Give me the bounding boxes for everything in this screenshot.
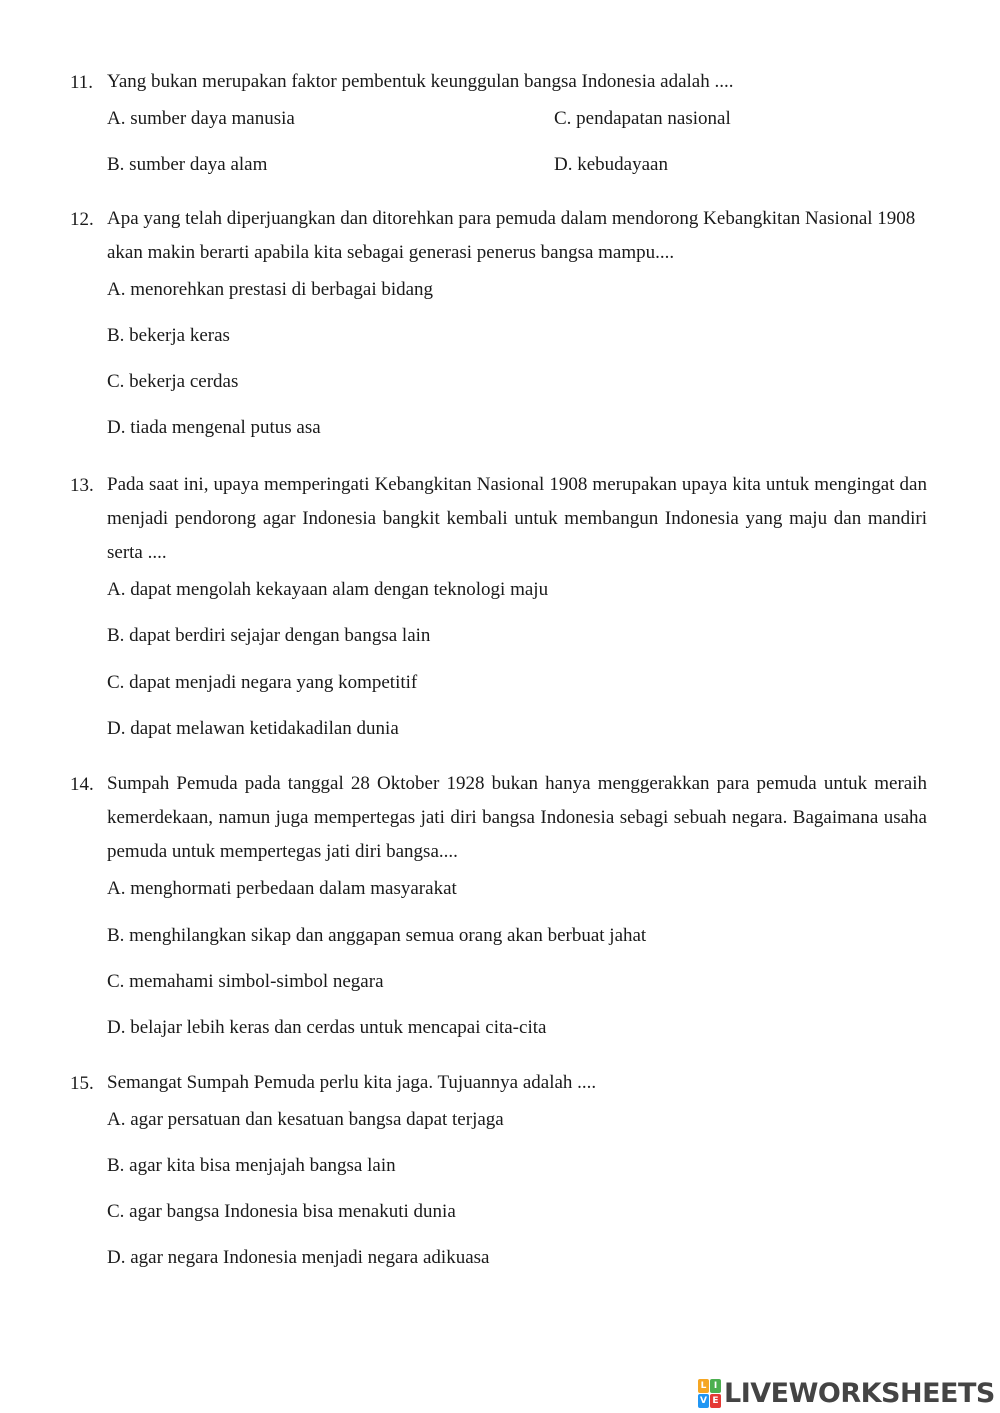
option-d[interactable]: D. tiada mengenal putus asa [107, 417, 321, 438]
option-c[interactable]: C. bekerja cerdas [107, 371, 239, 392]
liveworksheets-logo [698, 1378, 995, 1409]
question-number: 13. [70, 475, 94, 496]
option-c[interactable]: C. pendapatan nasional [554, 108, 731, 129]
question-text: Yang bukan merupakan faktor pembentuk keunggulan bangsa Indonesia adalah .... [107, 71, 734, 92]
option-a[interactable]: A. menghormati perbedaan dalam masyarakat [107, 878, 457, 899]
option-a[interactable]: A. dapat mengolah kekayaan alam dengan teknologi maju [107, 579, 549, 600]
option-d[interactable]: D. dapat melawan ketidakadilan dunia [107, 718, 399, 739]
question-number: 14. [70, 774, 94, 795]
option-a[interactable]: A. sumber daya manusia [107, 108, 295, 129]
liveworksheets-logo-icon [698, 1379, 721, 1408]
question-text: Pada saat ini, upaya memperingati Kebangkitan Nasional 1908 merupakan upaya kita untuk mengingat dan menjadi pendorong agar Indonesia bangkit kembali untuk membangun Indonesia yang maju dan mandiri serta .... [107, 474, 927, 563]
option-c[interactable]: C. agar bangsa Indonesia bisa menakuti dunia [107, 1201, 456, 1222]
option-b[interactable]: B. agar kita bisa menjajah bangsa lain [107, 1155, 396, 1176]
option-b[interactable]: B. menghilangkan sikap dan anggapan semua orang akan berbuat jahat [107, 925, 647, 946]
option-a[interactable]: A. menorehkan prestasi di berbagai bidang [107, 279, 434, 300]
logo-mark-cell: V [698, 1394, 709, 1408]
question-number: 12. [70, 209, 94, 230]
option-b[interactable]: B. bekerja keras [107, 325, 230, 346]
option-d[interactable]: D. agar negara Indonesia menjadi negara adikuasa [107, 1247, 490, 1268]
option-d[interactable]: D. kebudayaan [554, 154, 668, 175]
question-text: Sumpah Pemuda pada tanggal 28 Oktober 1928 bukan hanya menggerakkan para pemuda untuk meraih kemerdekaan, namun juga mempertegas jati diri bangsa Indonesia sebagi sebuah negara. Bagaimana usaha pemuda untuk mempertegas jati diri bangsa.... [107, 773, 927, 862]
option-a[interactable]: A. agar persatuan dan kesatuan bangsa dapat terjaga [107, 1109, 504, 1130]
question-number: 11. [70, 72, 94, 93]
logo-mark-cell: I [710, 1379, 721, 1393]
question-text: Apa yang telah diperjuangkan dan ditorehkan para pemuda dalam mendorong Kebangkitan Nasional 1908 akan makin berarti apabila kita sebagai generasi penerus bangsa mampu.... [107, 208, 916, 263]
logo-mark-cell: L [698, 1379, 709, 1393]
option-d[interactable]: D. belajar lebih keras dan cerdas untuk mencapai cita-cita [107, 1017, 547, 1038]
logo-text: LIVEWORKSHEETS [724, 1378, 995, 1409]
option-b[interactable]: B. dapat berdiri sejajar dengan bangsa lain [107, 625, 431, 646]
option-c[interactable]: C. dapat menjadi negara yang kompetitif [107, 672, 418, 693]
option-b[interactable]: B. sumber daya alam [107, 154, 268, 175]
question-number: 15. [70, 1073, 94, 1094]
logo-mark-cell: E [710, 1394, 721, 1408]
option-c[interactable]: C. memahami simbol-simbol negara [107, 971, 384, 992]
question-text: Semangat Sumpah Pemuda perlu kita jaga. Tujuannya adalah .... [107, 1072, 597, 1093]
